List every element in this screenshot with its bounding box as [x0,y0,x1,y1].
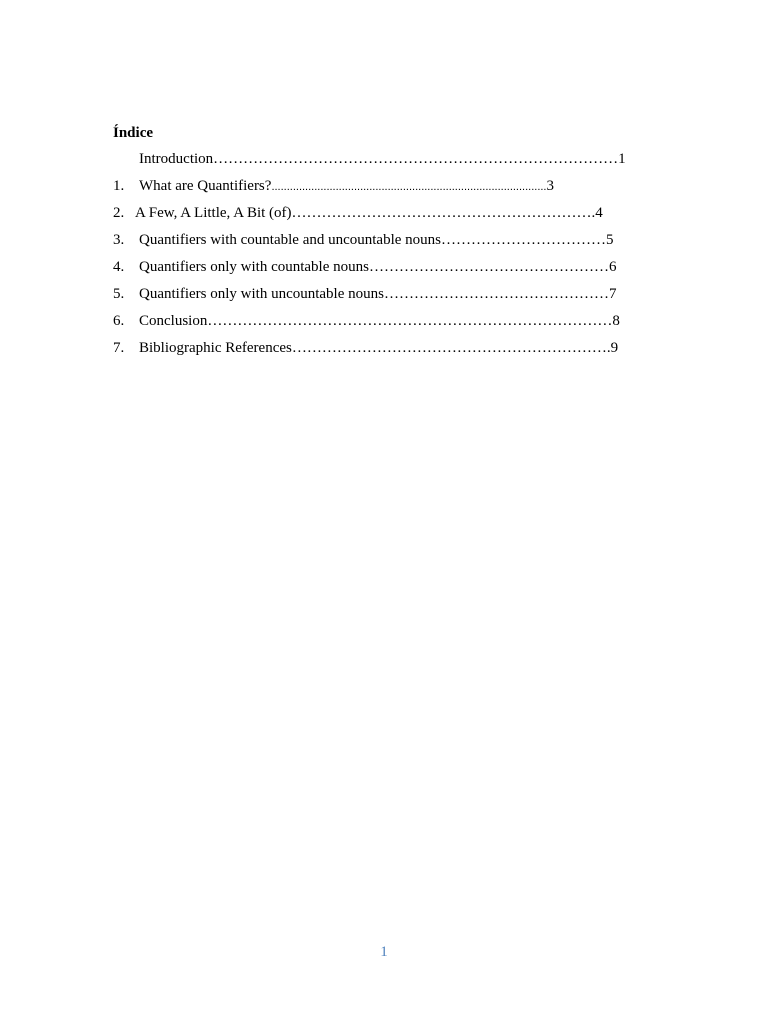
toc-entry-conclusion[interactable] [0,311,768,331]
toc-entry-number: 7. [113,340,125,356]
toc-entry-text [139,284,616,304]
toc-entry-page: 7 [608,286,617,302]
toc-entry-number: 1. [113,178,125,194]
toc-entry-text [139,176,554,197]
toc-entry-text [139,338,618,358]
toc-entry-dots: ………………………………………… [368,259,609,275]
toc-entry-page: 3 [546,178,554,194]
toc-entry-only-uncountable[interactable] [0,284,768,304]
toc-entry-page: 9 [610,340,619,356]
toc-entry-dots: ……………………………………… [383,286,609,302]
toc-entry-dots: ……………………………………………………………………… [207,313,613,329]
footer-page-number: 1 [380,944,388,960]
toc-entry-label: Quantifiers only with uncountable nouns [139,286,384,302]
toc-entry-number: 6. [113,313,125,329]
toc-entry-only-countable[interactable] [0,257,768,277]
toc-entry-number: 5. [113,286,125,302]
toc-entry-page: 1 [618,151,626,167]
toc-entry-text [139,230,614,250]
toc-entry-text [139,311,620,331]
toc-entry-dots: ……………………………………………………. [291,205,596,221]
toc-entry-countable-and-uncountable[interactable] [0,230,768,250]
toc-entry-label: A Few, A Little, A Bit (of) [135,205,292,221]
toc-entry-number: 3. [113,232,125,248]
toc-entry-label: Conclusion [139,313,208,329]
toc-entry-bibliographic-references[interactable] [0,338,768,358]
toc-entry-label: What are Quantifiers? [139,178,272,194]
toc-entry-what-are-quantifiers[interactable] [0,176,768,196]
toc-entry-introduction[interactable] [0,149,768,169]
toc-entry-label: Introduction [139,151,214,167]
toc-entry-label: Quantifiers with countable and uncountable nouns [139,232,442,248]
toc-entry-label: Bibliographic References [139,340,292,356]
toc-entry-page: 8 [612,313,620,329]
toc-entry-number: 4. [113,259,125,275]
toc-entry-text [139,149,626,169]
toc-entry-dots: …………………………… [441,232,607,248]
toc-entry-dots: ………………………………………………………. [291,340,611,356]
toc-entry-number: 2. [113,205,125,221]
toc-entry-page: 6 [608,259,617,275]
toc-entry-text [139,257,616,277]
toc-entry-label: Quantifiers only with countable nouns [139,259,369,275]
toc-entry-page: 5 [606,232,614,248]
toc-entry-a-few-a-little[interactable] [0,203,768,223]
toc-entry-text [135,203,603,223]
toc-entry-dots: .......................................................................................... [271,181,547,193]
toc-entry-page: 4 [595,205,603,221]
toc-entry-dots: ……………………………………………………………………… [213,151,619,167]
toc-heading: Índice [113,125,154,141]
